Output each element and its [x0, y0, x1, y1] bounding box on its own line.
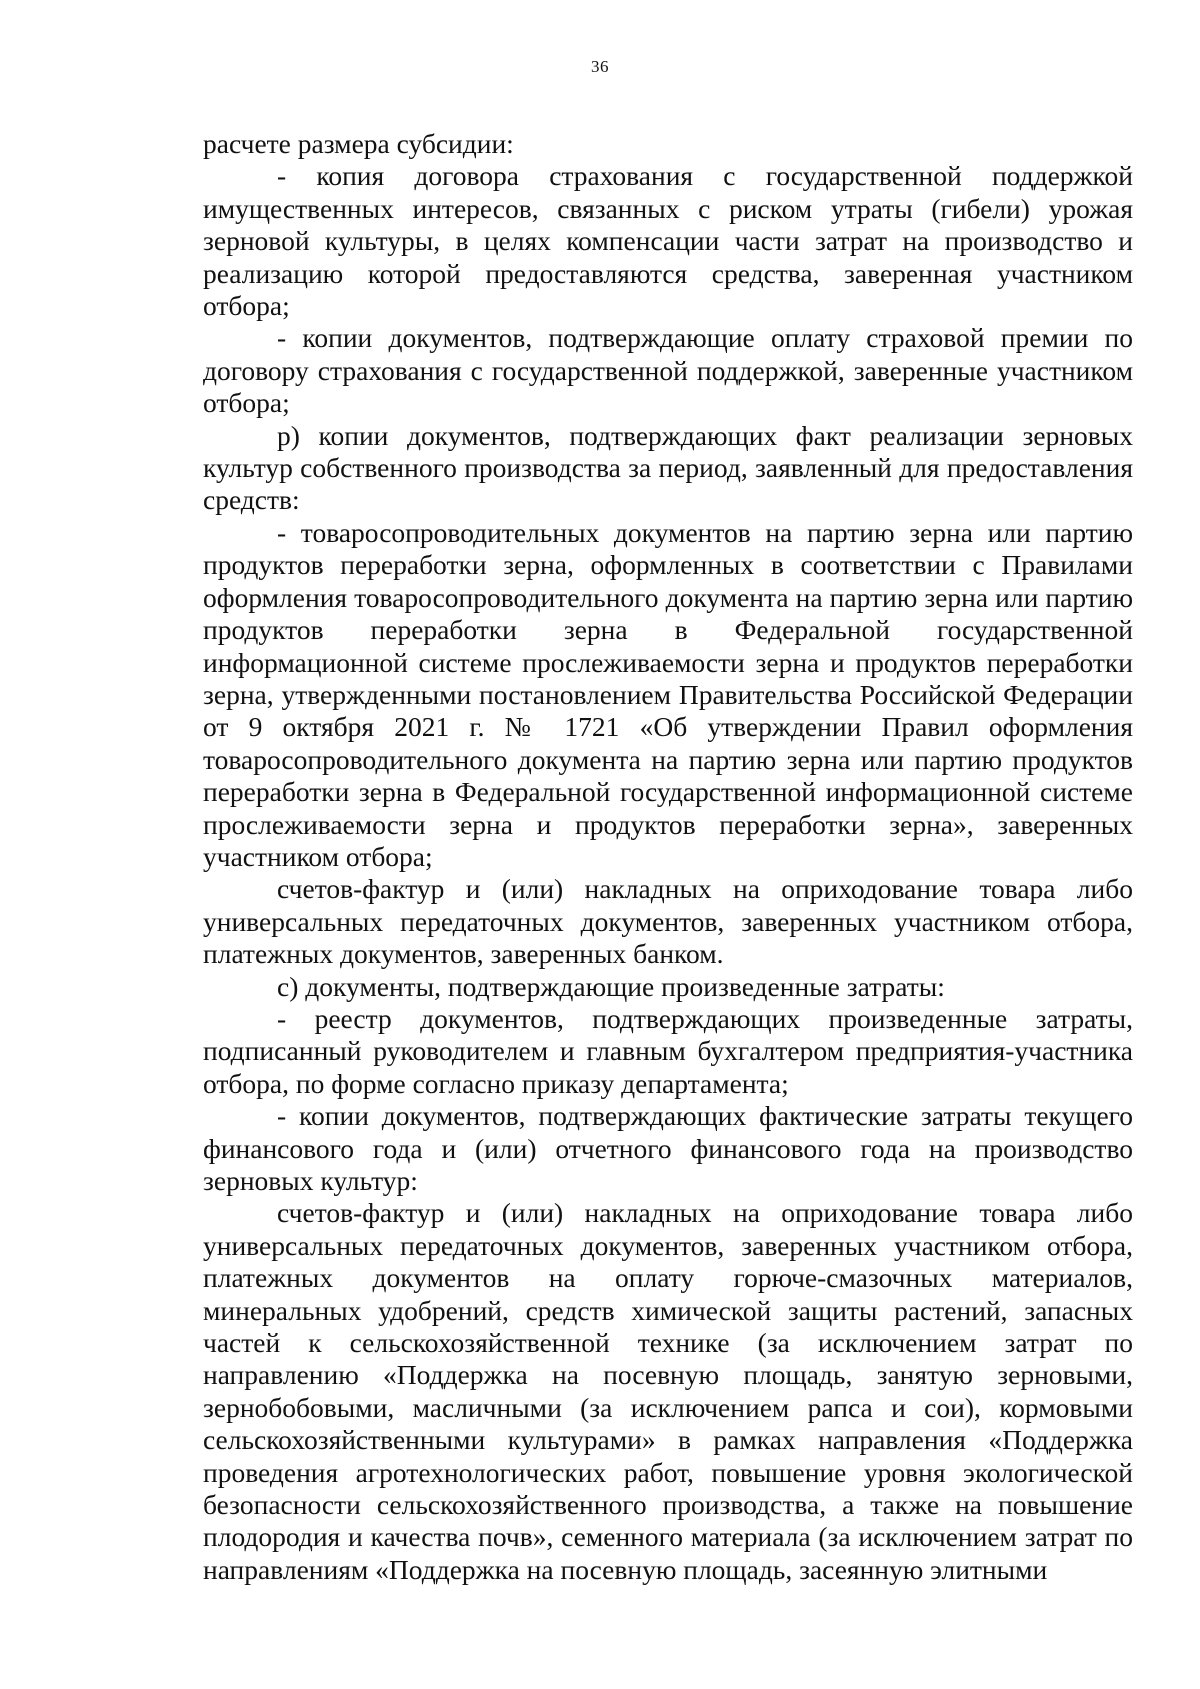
paragraph: с) документы, подтверждающие произведенные затраты: [277, 970, 945, 1002]
document-body [203, 128, 1133, 1586]
paragraph: - реестр документов, подтверждающих произведенные затраты, подписанный руководителем и главным бухгалтером предприятия-участника отбора, по форме согласно приказу департамента; [203, 1002, 1133, 1099]
paragraph: - товаросопроводительных документов на партию зерна или партию продуктов переработки зерна, оформленных в соответствии с Правилами оформления товаросопроводительного документа на партию зерна или партию продуктов переработки зерна в Федеральной государственной информационной системе прослеживаемости зерна и продуктов переработки зерна, утвержденными постановлением Правительства Российской Федерации от 9 октября 2021 г. № 1721 «Об утверждении Правил оформления товаросопроводительного документа на партию зерна или партию продуктов переработки зерна в Федеральной государственной информационной системе прослеживаемости зерна и продуктов переработки зерна», заверенных участником отбора; [203, 516, 1133, 872]
paragraph: - копии документов, подтверждающих фактические затраты текущего финансового года и (или) отчетного финансового года на производство зерновых культур: [203, 1100, 1133, 1196]
paragraph: р) копии документов, подтверждающих факт реализации зерновых культур собственного производства за период, заявленный для предоставления средств: [203, 419, 1133, 516]
paragraph: - копия договора страхования с государственной поддержкой имущественных интересов, связанных с риском утраты (гибели) урожая зерновой культуры, в целях компенсации части затрат на производство и реализацию которой предоставляются средства, заверенная участником отбора; [203, 160, 1133, 322]
paragraph: - копии документов, подтверждающие оплату страховой премии по договору страхования с государственной поддержкой, заверенные участником отбора; [203, 322, 1133, 419]
paragraph: расчете размера субсидии: [203, 128, 514, 159]
paragraph: счетов-фактур и (или) накладных на оприходование товара либо универсальных передаточных документов, заверенных участником отбора, платежных документов, заверенных банком. [203, 873, 1133, 970]
page-number: 36 [591, 57, 609, 76]
paragraph: счетов-фактур и (или) накладных на оприходование товара либо универсальных передаточных документов, заверенных участником отбора, платежных документов на оплату горюче-смазочных материалов, минеральных удобрений, средств химической защиты растений, запасных частей к сельскохозяйственной технике (за исключением затрат по направлению «Поддержка на посевную площадь, занятую зерновыми, зернобобовыми, масличными (за исключением рапса и сои), кормовыми сельскохозяйственными культурами» в рамках направления «Поддержка проведения агротехнологических работ, повышение уровня экологической безопасности сельскохозяйственного производства, а также на повышение плодородия и качества почв», семенного материала (за исключением затрат по направлениям «Поддержка на посевную площадь, засеянную элитными [203, 1197, 1133, 1585]
